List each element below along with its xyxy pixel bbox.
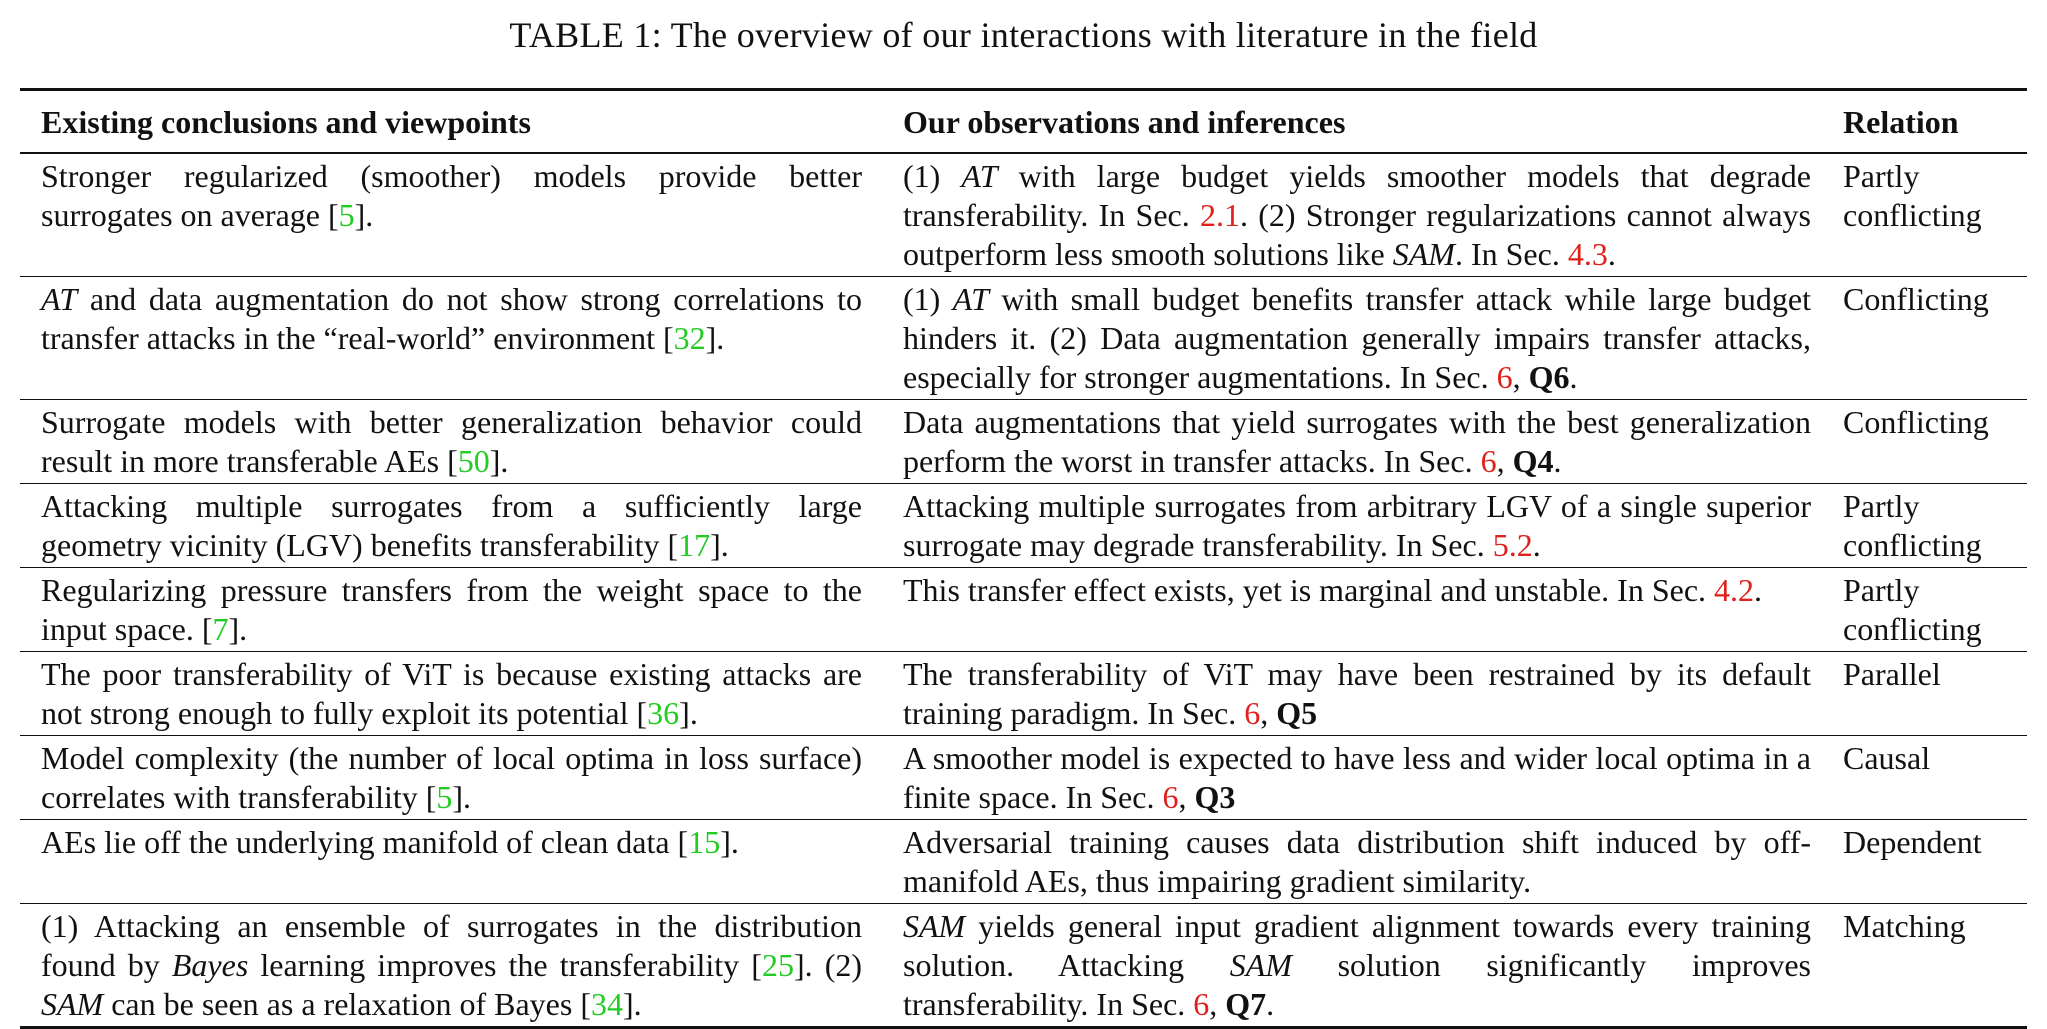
relation-cell: Conflicting: [1843, 404, 1989, 440]
section-ref-link[interactable]: 6: [1496, 359, 1513, 395]
text-segment: ,: [1209, 986, 1226, 1022]
our-observation-cell: [883, 736, 1833, 820]
our-observation-cell: [883, 277, 1833, 400]
existing-conclusion-cell: [20, 400, 883, 484]
text-segment: .: [1754, 572, 1763, 608]
text-segment: learning improves the transferability [: [248, 947, 762, 983]
italic-term: SAM: [1392, 236, 1455, 272]
text-segment: and data augmentation do not show strong correlations to transfer attacks in the “real-world” environment [: [41, 281, 862, 356]
italic-term: Bayes: [171, 947, 249, 983]
text-segment: ].: [720, 824, 739, 860]
relation-cell: Dependent: [1843, 824, 1982, 860]
existing-conclusion-cell: [20, 153, 883, 277]
table-row: [20, 652, 2027, 736]
existing-conclusion-cell: [20, 820, 883, 904]
question-ref: Q4: [1512, 443, 1554, 479]
header-existing-conclusions: Existing conclusions and viewpoints: [41, 104, 531, 140]
text-segment: (1): [903, 158, 962, 194]
relation-cell: Partly conflicting: [1843, 158, 1982, 233]
existing-conclusion-cell: [20, 568, 883, 652]
citation-link[interactable]: 50: [457, 443, 490, 479]
text-segment: Regularizing pressure transfers from the weight space to the input space. [: [41, 572, 862, 647]
italic-term: SAM: [1229, 947, 1292, 983]
existing-conclusion-cell: [20, 736, 883, 820]
question-ref: Q7: [1225, 986, 1267, 1022]
section-ref-link[interactable]: 4.2: [1714, 572, 1755, 608]
italic-term: AT: [952, 281, 989, 317]
italic-term: AT: [961, 158, 998, 194]
text-segment: . (2) Stronger regularizations cannot always outperform less smooth solutions like: [903, 197, 1812, 272]
section-ref-link[interactable]: 5.2: [1492, 527, 1533, 563]
text-segment: (1) Attacking an ensemble of surrogates in the distribution found by: [41, 908, 862, 983]
text-segment: ,: [1260, 695, 1277, 731]
text-segment: ].: [679, 695, 698, 731]
table-row: [20, 904, 2027, 1028]
table-header-row: [20, 90, 2027, 154]
text-segment: yields general input gradient alignment towards every training solution. Attacking: [903, 908, 1811, 983]
existing-conclusion-cell: [20, 652, 883, 736]
question-ref: Q6: [1528, 359, 1570, 395]
text-segment: ].: [452, 779, 472, 815]
header-our-observations: Our observations and inferences: [903, 104, 1346, 140]
text-segment: ].: [710, 527, 729, 563]
text-segment: (1): [903, 281, 953, 317]
text-segment: Attacking multiple surrogates from arbitrary LGV of a single superior surrogate may degrade transferability. In Sec.: [903, 488, 1811, 563]
existing-conclusion-cell: [20, 277, 883, 400]
our-observation-cell: [883, 652, 1833, 736]
text-segment: The transferability of ViT may have been restrained by its default training paradigm. In Sec.: [903, 656, 1811, 731]
table-row: [20, 820, 2027, 904]
citation-link[interactable]: 5: [436, 779, 453, 815]
text-segment: ].: [489, 443, 509, 479]
text-segment: ,: [1512, 359, 1529, 395]
text-segment: A smoother model is expected to have less and wider local optima in a finite space. In Sec.: [903, 740, 1811, 815]
text-segment: Surrogate models with better generalization behavior could result in more transferable AEs [: [41, 404, 862, 479]
table-row: [20, 736, 2027, 820]
header-relation: Relation: [1843, 104, 1959, 140]
citation-link[interactable]: 7: [212, 611, 229, 647]
question-ref: Q5: [1276, 695, 1318, 731]
citation-link[interactable]: 32: [673, 320, 706, 356]
text-segment: ].: [354, 197, 374, 233]
text-segment: AEs lie off the underlying manifold of clean data [: [41, 824, 689, 860]
question-ref: Q3: [1194, 779, 1236, 815]
table-row: [20, 400, 2027, 484]
section-ref-link[interactable]: 4.3: [1567, 236, 1608, 272]
text-segment: .: [1607, 236, 1616, 272]
citation-link[interactable]: 17: [678, 527, 711, 563]
text-segment: Attacking multiple surrogates from a sufficiently large geometry vicinity (LGV) benefits transferability [: [41, 488, 862, 563]
section-ref-link[interactable]: 6: [1162, 779, 1179, 815]
section-ref-link[interactable]: 6: [1480, 443, 1497, 479]
section-ref-link[interactable]: 6: [1193, 986, 1210, 1022]
relation-cell: Partly conflicting: [1843, 572, 1982, 647]
text-segment: Data augmentations that yield surrogates with the best generalization perform the worst in transfer attacks. In Sec.: [903, 404, 1811, 479]
text-segment: This transfer effect exists, yet is marginal and unstable. In Sec.: [903, 572, 1715, 608]
literature-table: [20, 88, 2027, 1029]
our-observation-cell: [883, 484, 1833, 568]
italic-term: AT: [41, 281, 78, 317]
text-segment: .: [1532, 527, 1541, 563]
section-ref-link[interactable]: 6: [1244, 695, 1261, 731]
our-observation-cell: [883, 904, 1833, 1028]
text-segment: Adversarial training causes data distribution shift induced by off-manifold AEs, thus impairing gradient similarity.: [903, 824, 1811, 899]
our-observation-cell: [883, 568, 1833, 652]
citation-link[interactable]: 5: [338, 197, 355, 233]
text-segment: Model complexity (the number of local optima in loss surface) correlates with transferability [: [41, 740, 862, 815]
table-row: [20, 568, 2027, 652]
relation-cell: Matching: [1843, 908, 1966, 944]
section-ref-link[interactable]: 2.1: [1200, 197, 1240, 233]
table-row: [20, 484, 2027, 568]
text-segment: .: [1553, 443, 1562, 479]
text-segment: The poor transferability of ViT is because existing attacks are not strong enough to fully exploit its potential [: [41, 656, 862, 731]
table-row: [20, 153, 2027, 277]
existing-conclusion-cell: [20, 904, 883, 1028]
text-segment: ].: [622, 986, 642, 1022]
citation-link[interactable]: 34: [590, 986, 623, 1022]
citation-link[interactable]: 15: [688, 824, 721, 860]
text-segment: with small budget benefits transfer attack while large budget hinders it. (2) Data augmentation generally impairs transfer attacks, especially for stronger augmentations. In Sec.: [903, 281, 1812, 395]
text-segment: Stronger regularized (smoother) models provide better surrogates on average [: [41, 158, 862, 233]
text-segment: ,: [1496, 443, 1513, 479]
text-segment: ]. (2): [793, 947, 863, 983]
table-body: [20, 153, 2027, 1028]
relation-cell: Partly conflicting: [1843, 488, 1982, 563]
our-observation-cell: [883, 400, 1833, 484]
text-segment: ,: [1178, 779, 1195, 815]
relation-cell: Conflicting: [1843, 281, 1989, 317]
text-segment: ].: [705, 320, 725, 356]
text-segment: ].: [228, 611, 248, 647]
table-caption: TABLE 1: The overview of our interactions with literature in the field: [509, 15, 1538, 55]
relation-cell: Causal: [1843, 740, 1931, 776]
our-observation-cell: [883, 820, 1833, 904]
existing-conclusion-cell: [20, 484, 883, 568]
text-segment: . In Sec.: [1454, 236, 1568, 272]
text-segment: with large budget yields smoother models that degrade transferability. In Sec.: [903, 158, 1812, 233]
text-segment: .: [1266, 986, 1275, 1022]
citation-link[interactable]: 25: [761, 947, 794, 983]
our-observation-cell: [883, 153, 1833, 277]
citation-link[interactable]: 36: [647, 695, 680, 731]
relation-cell: Parallel: [1843, 656, 1941, 692]
text-segment: solution significantly improves transferability. In Sec.: [903, 947, 1812, 1022]
text-segment: .: [1569, 359, 1578, 395]
italic-term: SAM: [41, 986, 104, 1022]
text-segment: can be seen as a relaxation of Bayes [: [103, 986, 591, 1022]
italic-term: SAM: [903, 908, 966, 944]
table-row: [20, 277, 2027, 400]
